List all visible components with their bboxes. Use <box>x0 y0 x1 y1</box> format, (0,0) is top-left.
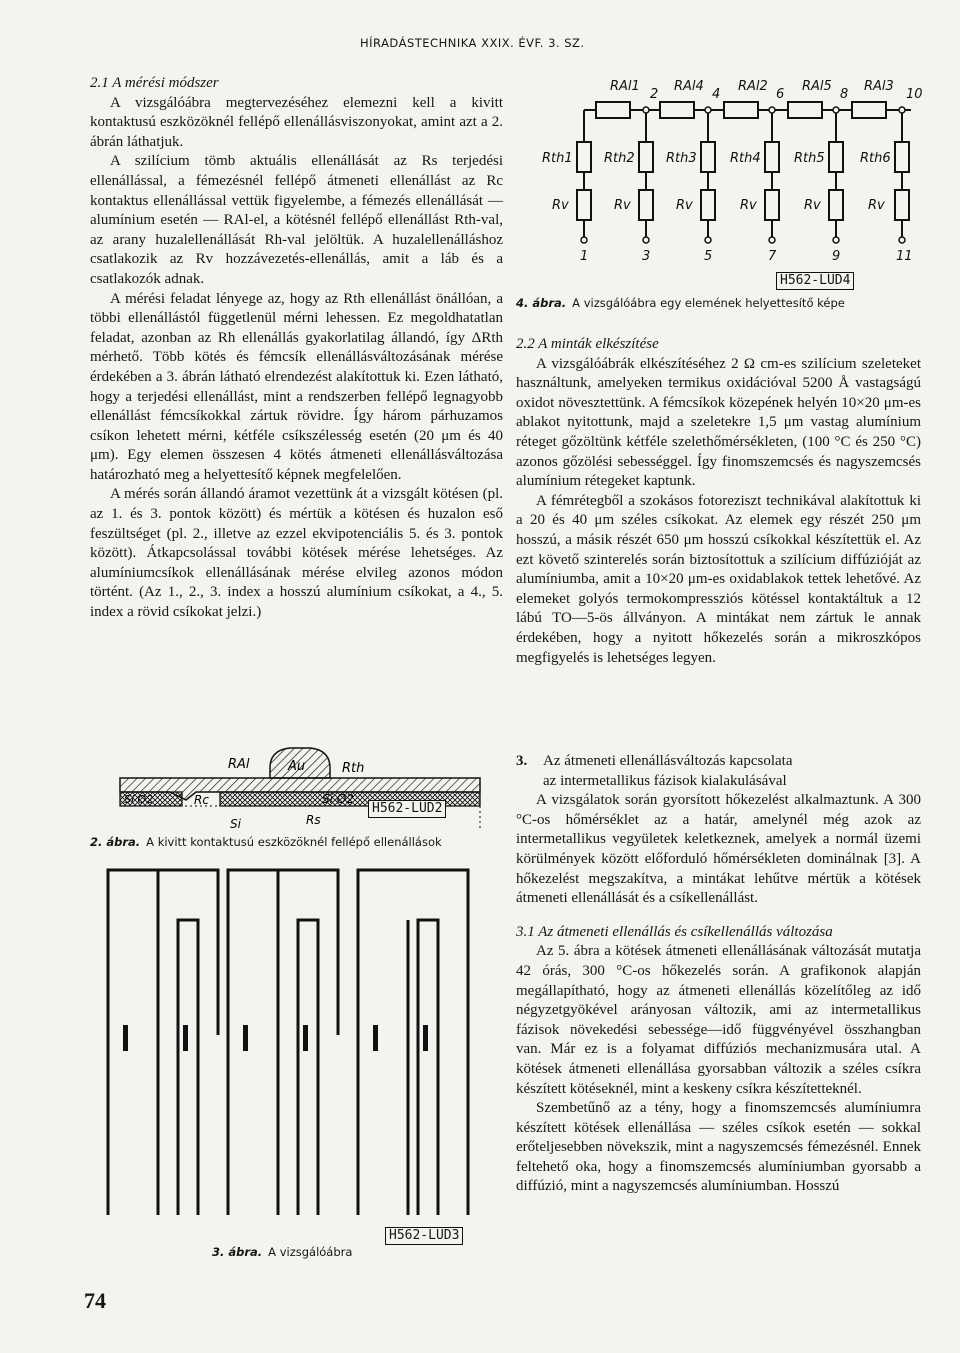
figure-2-caption-label: 2. ábra. <box>90 835 141 849</box>
section-3-title-line2: az intermetallikus fázisok kialakulásával <box>543 772 787 789</box>
figure-3-caption-label: 3. ábra. <box>212 1245 263 1259</box>
figure-2-caption-text: A kivitt kontaktusú eszközöknél fellépő ellenállások <box>146 835 442 849</box>
section-2-1-title: 2.1 A mérési módszer <box>90 75 219 91</box>
figure-3-test-pattern <box>98 860 478 1230</box>
paragraph: Az 5. ábra a kötések átmeneti ellenállásának változását mutatja 42 órás, 300 °C-os hőkezelés során. A grafikonok alapján megállapítható, hogy az átmeneti ellenállás közelítőleg az idő négyzetgyökével arányosan változik, ami az intermetallikus fázisok növekedési sebessége—idő függvényével összhangban van. Már ez is a folyamat diffúziós mechanizmusára utal. A kötések átmeneti ellenállása gyorsabban változik a széles csíkra készített kötéseknél, mint a keskeny csíkra készítetteknél. <box>516 943 921 1097</box>
section-3-title-line1: Az átmeneti ellenállásváltozás kapcsolata <box>543 753 793 769</box>
resistor-ral5 <box>788 102 822 118</box>
paragraph: A vizsgálóábra megtervezéséhez elemezni kell a kivitt kontaktusú eszközöknél fellépő ellenállásviszonyokat, amint azt a 2. ábrán láthatjuk. <box>90 94 503 150</box>
label-si: Si <box>230 817 241 830</box>
label-rth6: Rth6 <box>860 151 891 166</box>
label-au: Au <box>288 759 306 774</box>
label-node-11: 11 <box>896 249 913 264</box>
label-rs: Rs <box>306 813 321 827</box>
figure-3-caption-text: A vizsgálóábra <box>268 1245 353 1259</box>
section-2-2-title: 2.2 A minták elkészítése <box>516 336 659 352</box>
running-header: HÍRADÁSTECHNIKA XXIX. ÉVF. 3. SZ. <box>360 36 585 50</box>
resistor-ral1 <box>596 102 630 118</box>
label-node-9: 9 <box>832 249 841 264</box>
figure-4-caption <box>516 296 926 310</box>
paragraph: A vizsgálatok során gyorsított hőkezelést alkalmaztunk. A 300 °C-os hőmérséklet az a határ, amelynél még azok az intermetallikus vegyületek keletkeznek, amelyek a normál üzemi körülmények között előforduló hőmérsékleten dominálnak [3]. A hőkezelést megszakítva, a mintákat lehűtve mértük a kötések átmeneti ellenállását és a csíkellenállást. <box>516 792 921 907</box>
vertical-branches <box>584 110 902 240</box>
label-node-6: 6 <box>776 87 785 102</box>
figure-3-code: H562-LUD3 <box>385 1227 463 1245</box>
paragraph: A mérési feladat lényege az, hogy az Rth ellenállást önállóan, a többi ellenállástól függetlenül mérni lehessen. Ez megoldhatatlan feladat, azonban az Rh ellenállás gyakorlatilag állandó, így ΔRth mérhető. Több kötés és fémcsík ellenállásváltozásának mérése érdekében a 3. ábrán látható elrendezést alakítottuk ki. Ezen látható, hogy a terjedési ellenállást, mint a rendszerben fellépő legnagyobb ellenállást fémcsíkokkal zártuk rövidre. Így három párhuzamos csíkon lehetett mérni, kétféle csíkszélesség esetén (20 μm és 40 μm). Egy elemen összesen 4 kötés átmeneti ellenállásváltozása határozható meg a helyettesítő képnek megfelelően. <box>90 290 503 483</box>
label-node-4: 4 <box>712 87 721 102</box>
resistor-ral3 <box>852 102 886 118</box>
label-node-2: 2 <box>650 87 659 102</box>
label-rv: Rv <box>614 198 631 213</box>
bond-pads <box>123 1025 428 1051</box>
label-rc: Rc <box>194 793 209 807</box>
label-node-7: 7 <box>768 249 777 264</box>
label-node-1: 1 <box>580 249 589 264</box>
section-3-number: 3. <box>516 753 528 769</box>
figure-4-code: H562-LUD4 <box>776 272 854 290</box>
paragraph: A mérés során állandó áramot vezettünk át a vizsgált kötésen (pl. az 1. és 3. pontok között) és mértük a kötésen és huzalon eső feszültséget (pl. 2., illetve az ezzel ekvipotenciális 5. és 3. pontok között). Átkapcsolással további kötések mérése lehetséges. Az alumíniumcsíkok ellenállásának mérése elvileg azonos módon történt. (Az 1., 2., 3. index a hosszú alumínium csíkokat, a 4., 5. index a rövid csíkokat jelzi.) <box>90 486 503 621</box>
figure-4-caption-label: 4. ábra. <box>516 296 567 310</box>
label-rth1: Rth1 <box>542 151 573 166</box>
resistor-ral2 <box>724 102 758 118</box>
paragraph: A szilícium tömb aktuális ellenállását az Rs terjedési ellenállással, a fémezésnél fellépő átmeneti ellenállást az Rc kontaktus ellenállással vettük figyelembe, a fémezés ellenállását — alumínium esetén — RAl-el, a kötésnél fellépő ellenállást Rth-val, az arany huzalellenállását Rh-val jelöltük. A huzalellenálláshoz csatlakozik az Rv hozzávezetés-ellenállás, amit a láb és a csatlakozók adnak. <box>90 153 503 287</box>
right-column-top <box>516 335 921 668</box>
figure-2-code: H562-LUD2 <box>368 800 446 818</box>
label-rth2: Rth2 <box>604 151 635 166</box>
left-column <box>90 74 503 623</box>
section-3-1-title: 3.1 Az átmeneti ellenállás és csíkellenállás változása <box>516 923 833 940</box>
label-sio2-left: Si O2 <box>124 793 154 806</box>
figure-4-caption-text: A vizsgálóábra egy elemének helyettesítő képe <box>572 296 845 310</box>
label-node-5: 5 <box>704 249 713 264</box>
label-rv: Rv <box>740 198 757 213</box>
paragraph: A vizsgálóábrák elkészítéséhez 2 Ω cm-es szilícium szeleteket használtunk, amelyeken termikus oxidációval 5200 Å vastagságú oxidot növesztettünk. A fémcsíkok közepének helyén 10×20 μm-es ablakot nyitottunk, majd a szeletekre 1,5 μm vastag alumínium réteget gőzöltünk kétféle szelethőmérsékleten, (100 °C és 250 °C) azonos gőzölési sebességgel. Így finomszemcsés és nagyszemcsés alumínium rétegeket kaptunk. <box>516 355 921 490</box>
label-rv: Rv <box>804 198 821 213</box>
label-node-8: 8 <box>840 87 849 102</box>
label-sio2-right: Si O2 <box>322 792 354 806</box>
label-rv: Rv <box>676 198 693 213</box>
pattern-strip-middle-inner <box>298 920 318 1215</box>
figure-3-caption <box>212 1245 432 1259</box>
label-ral2: RAl2 <box>738 79 768 94</box>
paragraph: A fémrétegből a szokásos fotoreziszt technikával alakítottuk ki a 20 és 40 μm széles csíkokat. Az elemek egy részét 250 μm hosszú, a másik részét 650 μm hosszú csíkokkal készítettük el. Az ezt követő szinterelés során biztosítottuk a szilícium diffúzióját az alumíniumba, amit a 10×20 μm-es oxidablakok tettek lehetővé. Az elemeket golyós termokompressziós kötéssel kontaktáltuk a 12 lábú TO—5-ös állványon. A mintákat nem zártuk le annak érdekében, hogy a nyitott hőkezelés során a mikroszkópos megfigyelés is lehetséges legyen. <box>516 492 921 666</box>
label-rth5: Rth5 <box>794 151 825 166</box>
figure-4-circuit <box>516 72 936 272</box>
right-column-bottom <box>516 752 921 1197</box>
label-ral4: RAl4 <box>674 79 704 94</box>
label-node-3: 3 <box>642 249 651 264</box>
label-ral: RAl <box>228 757 250 772</box>
section-3-heading <box>516 752 921 791</box>
label-ral5: RAl5 <box>802 79 832 94</box>
label-rth: Rth <box>342 761 365 776</box>
page-number: 74 <box>84 1288 106 1313</box>
pattern-strip-left-inner <box>178 920 198 1215</box>
label-ral1: RAl1 <box>610 79 640 94</box>
figure-2-caption <box>90 835 510 849</box>
terminal-nodes <box>581 107 905 243</box>
label-rv: Rv <box>552 198 569 213</box>
label-node-10: 10 <box>906 87 923 102</box>
label-rv: Rv <box>868 198 885 213</box>
resistor-ral4 <box>660 102 694 118</box>
paragraph: Szembetűnő az a tény, hogy a finomszemcsés alumíniumra készített kötések ellenállása — széles csíkok esetén — sokkal erőteljesebben növekszik, mint a nagyszemcsés fémezésnél. Ennek feltehető oka, hogy a finomszemcsés alumíniumban gyorsabb a diffúzió, mint a nagyszemcsés alumíniumban. Hosszú <box>516 1100 921 1195</box>
label-rth3: Rth3 <box>666 151 697 166</box>
label-ral3: RAl3 <box>864 79 894 94</box>
label-rth4: Rth4 <box>730 151 761 166</box>
pattern-strip-right-inner <box>418 920 438 1215</box>
